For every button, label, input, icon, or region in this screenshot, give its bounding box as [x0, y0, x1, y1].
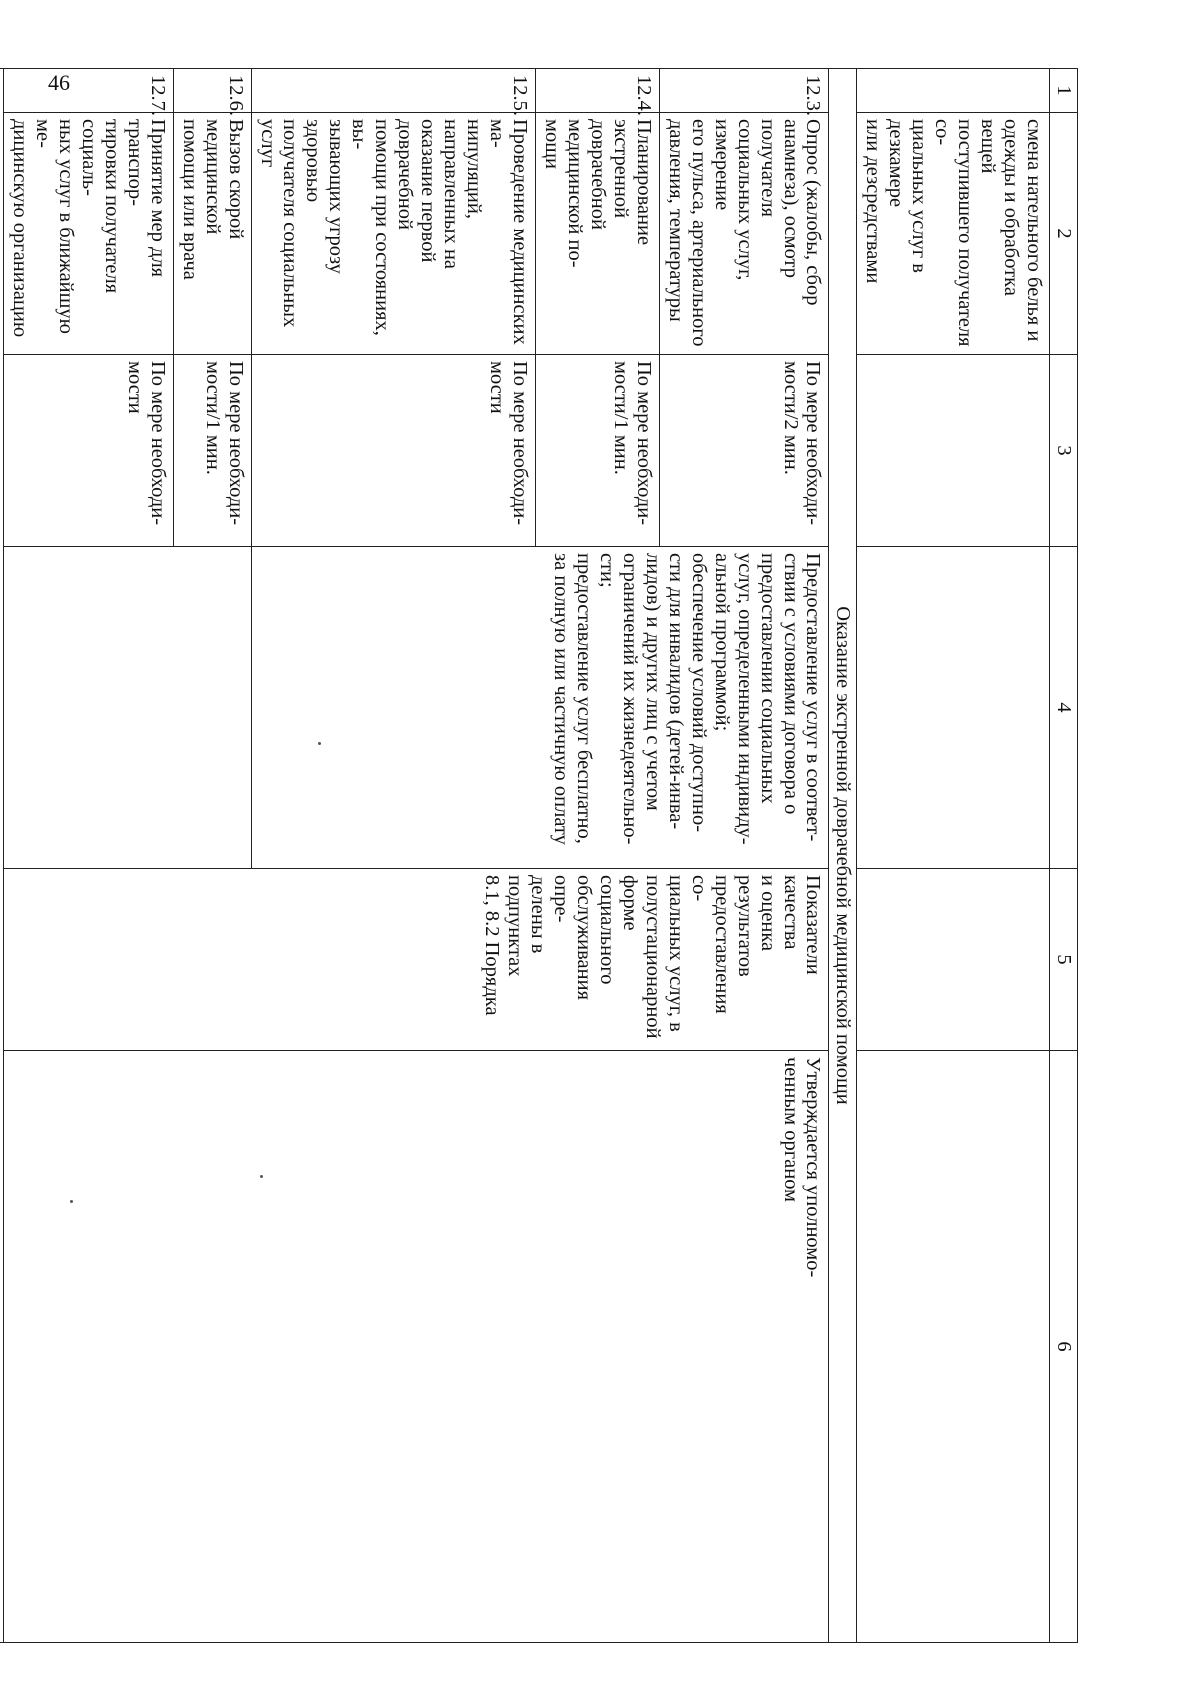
column-number: 4: [1050, 547, 1078, 869]
column-number: 6: [1050, 1051, 1078, 1643]
conditions-cell: Предоставление услуг в соответ- ствии с условиями договора о предоставлении социальных услуг, определенными индивиду- альной программой; обеспечение условий доступно- сти для инвалидов (детей-инва- лидов) и других лиц с учетом ограничений их жизнедеятельно- сти; предоставление услуг бесплатно, за полную или частичную оплату: [251, 547, 829, 869]
approval-cell: Утверждается уполномо- ченным органом: [4, 1051, 829, 1643]
column-number-row: [1050, 69, 1078, 1643]
service-name-cell: Вызов скорой медицинской помощи или врача: [173, 113, 251, 355]
row-number-cell: 12.3.: [659, 69, 829, 113]
table-row: [659, 69, 829, 1643]
section-header-row: [0, 69, 4, 1643]
scan-speck: [318, 742, 321, 745]
row-number-cell: [857, 69, 1050, 113]
services-table: [0, 68, 1078, 1643]
period-cell: По мере необходи- мости: [251, 355, 535, 547]
quality-cell: [857, 869, 1050, 1051]
row-number-cell: 12.5.: [251, 69, 535, 113]
period-cell: По мере необходи- мости/2 мин.: [659, 355, 829, 547]
period-cell: По мере необходи- мости/1 мин.: [536, 355, 660, 547]
period-cell: По мере необходи- мости/1 мин.: [173, 355, 251, 547]
conditions-cell: [4, 547, 252, 869]
period-cell: [857, 355, 1050, 547]
column-number: 2: [1050, 113, 1078, 355]
section-title: Оказание экстренной доврачебной медицинской помощи: [829, 69, 857, 1643]
column-number: 3: [1050, 355, 1078, 547]
column-number: 1: [1050, 69, 1078, 113]
row-number-cell: 12.6.: [173, 69, 251, 113]
service-name-cell: смена нательного белья и одежды и обработка вещей поступившего получателя со- циальных услуг в дезкамере или дезсредствами: [857, 113, 1050, 355]
service-name-cell: Планирование экстренной доврачебной медицинской по- мощи: [536, 113, 660, 355]
conditions-cell: [857, 547, 1050, 869]
section-title: [0, 69, 4, 1643]
rotated-page-content: [9, 68, 1078, 1642]
row-number-cell: 12.7.: [4, 69, 174, 113]
approval-cell: [857, 1051, 1050, 1643]
scan-speck: [70, 1200, 73, 1203]
period-cell: По мере необходи- мости: [4, 355, 174, 547]
quality-cell: Показатели качества и оценка результатов предоставления со- циальных услуг, в полустационарной форме социального обслуживания опре- делены в подпунктах 8.1, 8.2 Порядка: [4, 869, 829, 1051]
row-number-cell: 12.4.: [536, 69, 660, 113]
table-row: [857, 69, 1050, 1643]
service-name-cell: Проведение медицинских ма- нипуляций, направленных на оказание первой доврачебной помощи при состояниях, вы- зывающих угрозу здоровью получателя социальных услуг: [251, 113, 535, 355]
section-header-row: [829, 69, 857, 1643]
column-number: 5: [1050, 869, 1078, 1051]
page-number: 46: [48, 70, 70, 95]
scan-speck: [260, 1175, 263, 1178]
service-name-cell: Опрос (жалобы, сбор анамнеза), осмотр получателя социальных услуг, измерение его пульса, артериального давления, температуры: [659, 113, 829, 355]
service-name-cell: Принятие мер для транспор- тировки получателя социаль- ных услуг в ближайшую ме- дицинскую организацию: [4, 113, 174, 355]
